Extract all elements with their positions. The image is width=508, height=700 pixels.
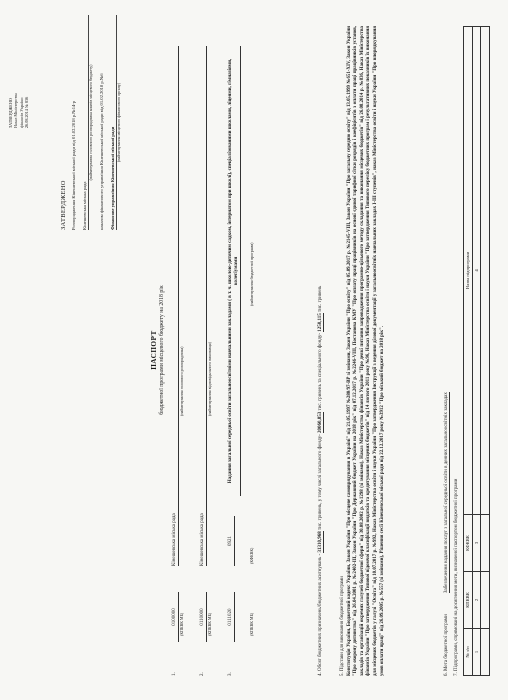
table-row <box>472 27 481 676</box>
table-cell <box>481 27 490 515</box>
table-cell <box>481 515 490 572</box>
caption-name: (найменування відповідального виконавця) <box>207 342 212 416</box>
program-code: 0111020 <box>228 592 235 642</box>
col-number: 1 <box>472 629 481 676</box>
program-name: Надання загальної середньої освіти загальноосвітніми навчальними закладами ( в т. ч. школою-дитячим садком, інтернатом при школі), спеціалізованими школами, ліцеями, гімназіями, колегіумами <box>228 46 241 496</box>
corner-line: 26.08.2014 № 836 <box>23 96 29 128</box>
program-name: Кінешевська міська рада <box>200 46 207 566</box>
approval-order: Розпорядження Кінешевської міської ради від 01.02.2018 р.№14-р <box>70 100 76 230</box>
caption-code: (КПКВК МБ) <box>179 612 184 636</box>
approval-caption: (найменування головного розпорядника коштів місцевого бюджету) <box>87 64 93 181</box>
row-number: 2. <box>200 672 205 676</box>
row-number: 1. <box>172 672 177 676</box>
legal-basis-heading: 5. Підстави для виконання бюджетної програми <box>340 576 345 676</box>
document-title <box>150 180 166 520</box>
title-main: ПАСПОРТ <box>150 330 158 370</box>
col-header: КПКВК <box>464 572 473 629</box>
caption-name: (найменування бюджетної програми) <box>249 242 254 306</box>
col-number: 4 <box>472 27 481 515</box>
corner-line: Наказ Міністерства <box>13 93 19 128</box>
row-responsible-executor <box>200 26 220 676</box>
budget-general-fund: 20060,853 <box>318 411 323 433</box>
budget-unit: тис. гривень <box>318 285 323 312</box>
corner-line: ЗАТВЕРДЖЕНО <box>8 98 13 128</box>
goal-heading: 6. Мета бюджетної програми <box>444 614 449 676</box>
subprograms-table <box>463 26 490 676</box>
budget-mid-2: тис. гривень та спеціального фонду- <box>318 332 323 411</box>
budget-total: 31310,968 <box>318 531 323 553</box>
col-number: 3 <box>472 515 481 572</box>
approval-title: ЗАТВЕРДЖЕНО <box>60 180 67 230</box>
approval-block <box>60 15 121 230</box>
row-number: 3. <box>228 672 233 676</box>
col-header: КФКВК <box>464 515 473 572</box>
approval-finance-office: Фінансове управління Кінешевської міської ради <box>110 15 117 230</box>
approval-stamp-corner <box>8 18 29 128</box>
budget-mid: тис. гривень, у тому числі загального фонду- <box>318 434 323 531</box>
row-main-manager <box>172 26 192 676</box>
caption-name: (найменування головного розпорядника) <box>179 346 184 416</box>
legal-basis-text: Конституція України, Бюджетний кодекс України, Закон України "Про місцеве самоврядування в Україні" від 21.05.1997 №280/97-ВР зі змінами, Закон України "Про освіту" від 05.09.2017 р. №2145-VIII, Закон України "Про загальну середню освіту" від 13.05.1999 №651-XIV, Закон України "Про охорону дитинства" від 26.04.2001 р. №2402-III, Закон України "Про Державний бюджет України на 2018 рік" від 07.12.2017 р. №2246-VIII, Постанова КМУ "Про оплату праці працівників на основі єдиної тарифної сітки розрядів і коефіцієнтів з оплати праці працівників установ, закладів та організацій окремих галузей бюджетної сфери" від 30.08.2002 р. №1298 (зі змінами), Наказ Міністерства фінансів України "Про деякі питання запровадження програмно-цільового методу складання та виконання місцевих бюджетів" від 26.08.2014 р. №836, Наказ Міністерства фінансів України "Про затвердження Типової відомчої класифікації видатків та кредитування місцевих бюджетів" від 14 лютого 2011 року №96, Наказ Міністерства освіти і науки України "Про затвердження Типового переліку бюджетних програм і результативних показників їх виконання для місцевих бюджетів у галузі "Освіта" від 10.07.2017 р. №992, Наказ Міністерства освіти і науки України "Про затвердження Інструкції з ведення ділової документації у загальноосвітніх навчальних закладах І-ІІІ ступенів", наказ Міністерства освіти і науки України "Про впорядкування умов оплати праці" від 26.09.2005 р. №557 (зі змінами), Рішення сесії Кінешевської міської ради від 22.12.2017 року №3912 "Про міський бюджет на 2018 рік". <box>346 26 385 676</box>
approval-order-2: наказом фінансового управління Кінешевської міської ради від 01.02.2018 р.№6 <box>98 73 104 230</box>
function-code: 0921 <box>228 516 235 566</box>
legal-basis <box>340 26 386 676</box>
goal-text: Забезпечення надання послуг з загальної середньої освіти в денних загальноосвітніх закладах <box>444 392 449 593</box>
program-goal <box>444 26 450 676</box>
budget-special-fund: 1250,115 <box>318 313 323 332</box>
subprograms-heading: 7. Підпрограми, спрямовані на досягнення мети, визначеної паспортом бюджетної програми <box>454 478 459 676</box>
title-sub: бюджетної програми місцевого бюджету на 2018 рік <box>158 285 165 415</box>
col-header: Назва підпрограми <box>464 27 473 515</box>
caption-code: (КПКВК МБ) <box>207 612 212 636</box>
col-header: № з/п <box>464 629 473 676</box>
table-cell <box>481 629 490 676</box>
approval-caption: (найменування місцевого фінансового органу) <box>115 82 121 163</box>
program-name: Кінешевська міська рада <box>172 46 179 566</box>
caption-code: (КПКВК МБ) <box>249 612 254 636</box>
program-code: 0100000 <box>172 592 179 642</box>
row-budget-program <box>228 26 308 676</box>
table-cell <box>481 572 490 629</box>
program-code: 0110000 <box>200 592 207 642</box>
col-number: 2 <box>472 572 481 629</box>
budget-volume-line <box>318 26 324 676</box>
approval-council: Кінешевська міська рада <box>82 15 89 230</box>
table-row <box>481 27 490 676</box>
table-header-row <box>464 27 473 676</box>
corner-line: фінансів України <box>18 97 24 128</box>
budget-lead: 4. Обсяг бюджетних призначень/бюджетних асигнувань - <box>318 553 323 676</box>
caption-function-code: (КФКВК) <box>249 547 254 564</box>
